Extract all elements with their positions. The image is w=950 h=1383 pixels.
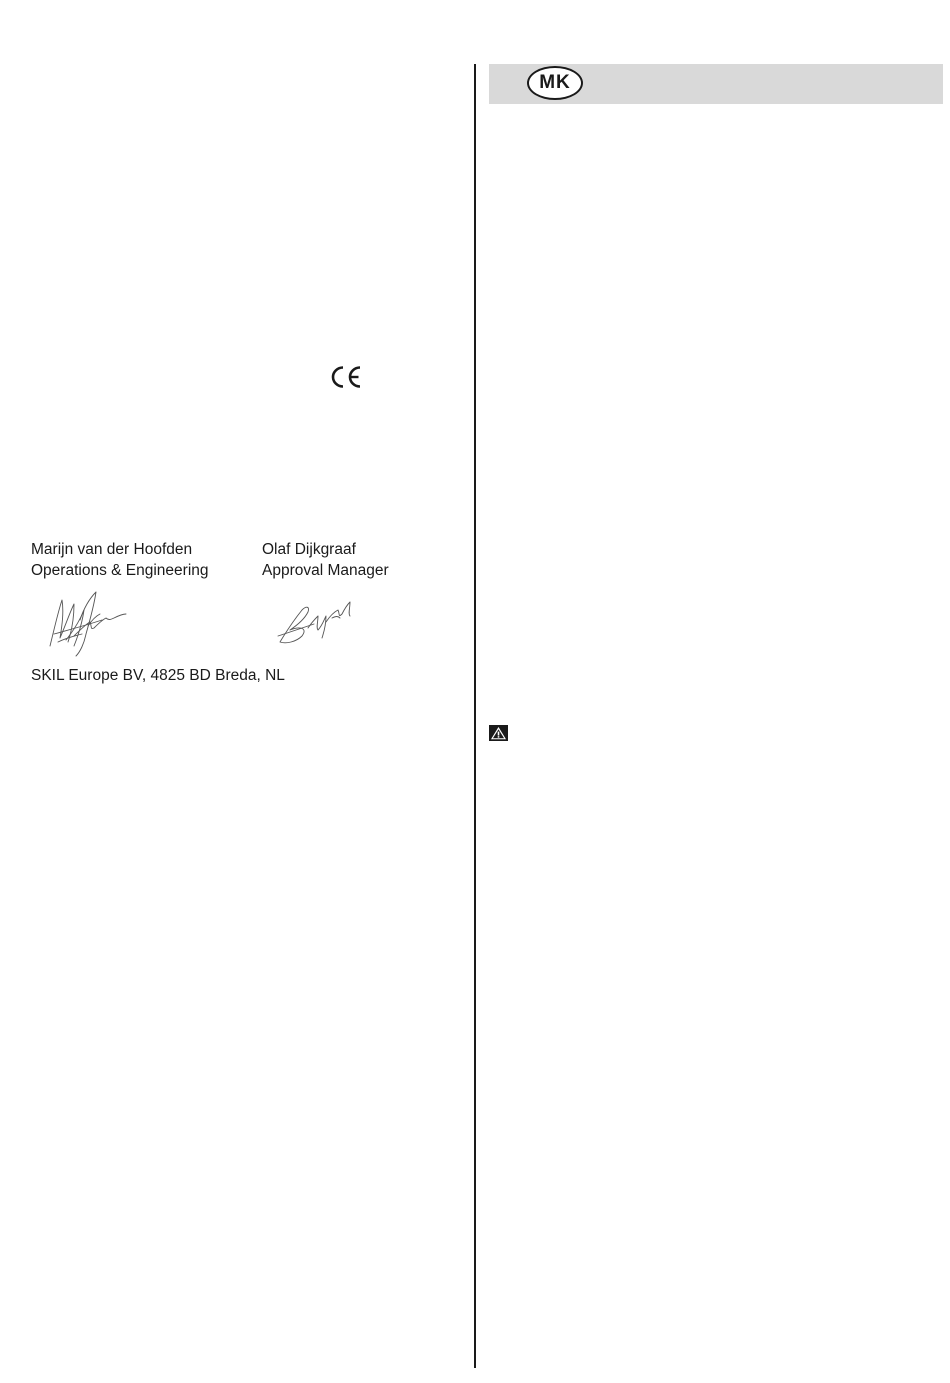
signatory-block <box>262 539 389 581</box>
signatory-name: Olaf Dijkgraaf <box>262 541 356 558</box>
signatory-title: Operations & Engineering <box>31 562 209 579</box>
signatory-block <box>31 539 209 581</box>
signatory-title: Approval Manager <box>262 562 389 579</box>
signature-image <box>274 598 356 648</box>
company-address: SKIL Europe BV, 4825 BD Breda, NL <box>31 667 285 684</box>
signature-image <box>44 590 130 658</box>
language-code-badge: MK <box>527 66 583 100</box>
warning-icon <box>489 725 508 741</box>
signatory-name: Marijn van der Hoofden <box>31 541 193 558</box>
ce-mark-icon <box>328 364 364 390</box>
language-section-header <box>489 64 943 104</box>
column-divider <box>474 64 476 1368</box>
